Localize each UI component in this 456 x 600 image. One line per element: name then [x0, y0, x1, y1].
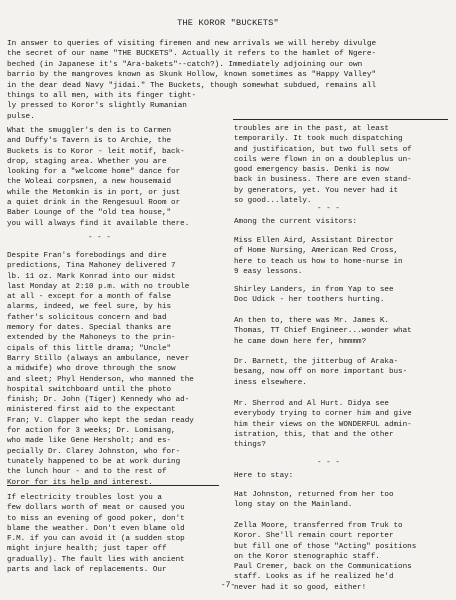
visitor-james-thomas: An then to, there was Mr. James K. Thomas, TT Chief Engineer...wonder what he came down here fer, hmmmm?: [234, 317, 412, 346]
intro-paragraph: In answer to queries of visiting firemen and new arrivals we will hereby divulge the secret of our name "THE BUCKETS". Actually it refers to the hamlet of Ngere- beched (in Japanese it's "Ara-bakets"--catch?). Immediately adjoining our own barrio by the mangroves known as Skunk Hollow, known sometimes as "Happy Valley" in the dear dead Navy "jidai." The Buckets, though somewhat subdued, remains all things to all men, with its finger tight- ly pressed to Koror's slightly Rumanian pulse.: [7, 40, 377, 121]
separator-dashes: - - -: [88, 234, 111, 242]
paragraph-smugglers-den: What the smuggler's den is to Carmen and Duffy's Tavern is to Archie, the Buckets is to Koror - leit motif, back- drop, staging area. Whether you are looking for a "welcome home" dance for the Woleai corpsmen, a new housemaid while the Metomkin is in port, or just a quiet drink in the Rengesuul Room or Baber Lounge of the "old tea house," you will always find it available there.: [7, 127, 190, 228]
paragraph-power-restored: troubles are in the past, at least temporarily. It took much dispatching and justification, but two full sets of coils were flown in on a doubleplus un- good emergency basis. Denki is now back in business. There are even stand- by generators, yet. You never had it so good...lately.: [234, 125, 412, 206]
visitor-sherrod-hurt: Mr. Sherrod and Al Hurt. Didya see everybody trying to corner him and give him their views on the WONDERFUL admin- istration, this, that and the other things?: [234, 400, 412, 450]
separator-dashes: - - -: [317, 459, 340, 467]
arrival-paul-cremer: Paul Cremer, back on the Communications staff. Looks as if he realized he'd never had it so good, either!: [234, 563, 412, 592]
visitor-shirley-landers: Shirley Landers, in from Yap to see Doc Udick - her toothers hurting.: [234, 286, 394, 305]
paragraph-electricity: If electricity troubles lost you a few dollars worth of meat or caused you to miss an evening of good poker, don't blame the weather. Don't even blame old F.M. if you can avoid it (a sudden stop might injure health; just taper off gradually). The fault lies with ancient parts and lack of replacements. Our: [7, 494, 185, 575]
column-divider-rule: [7, 485, 219, 486]
visitor-dr-barnett: Dr. Barnett, the jitterbug of Araka- besang, now off on more important bus- iness elsewhere.: [234, 358, 408, 387]
visitor-ellen-aird: Miss Ellen Aird, Assistant Director of Home Nursing, American Red Cross, here to teach us how to home-nurse in 9 easy lessons.: [234, 237, 403, 276]
page-number: -7-: [220, 581, 236, 590]
column-divider-rule: [233, 119, 448, 120]
page-title: THE KOROR "BUCKETS": [177, 18, 279, 28]
arrival-hat-johnston: Hat Johnston, returned from her too long stay on the Mainland.: [234, 491, 394, 510]
paragraph-birth-announcement: Despite Fran's forebodings and dire predictions, Tina Mahoney delivered 7 lb. 11 oz. Mark Konrad into our midst last Monday at 2:10 p.m. with no trouble at all - except for a month of false alarms, indeed, we feel sure, by his father's solicitous concern and bad memory for dates. Special thanks are extended by the Mahoneys to the prin- cipals of this little drama; "Uncle" Barry Stillo (always an ambulance, never a midwife) who drove through the snow and sleet; Phyl Henderson, who manned the hospital switchboard until the photo finish; Dr. John (Tiger) Kennedy who ad- ministered first aid to the expectant Fran; V. Clapper who kept the sedan ready for action for 3 weeks; Dr. Lomisang, who made like Gene Hersholt; and es- pecially Dr. Clarey Johnston, who for- tunately happened to be at work during the lunch hour - and to the rest of Koror for its help and interest.: [7, 252, 194, 487]
separator-dashes: - - -: [317, 205, 340, 213]
arrival-zella-moore: Zella Moore, transferred from Truk to Koror. She'll remain court reporter but fill one of those "Acting" positions on the Koror stenographic staff.: [234, 522, 417, 561]
heading-current-visitors: Among the current visitors:: [234, 218, 358, 226]
heading-here-to-stay: Here to stay:: [234, 472, 294, 480]
